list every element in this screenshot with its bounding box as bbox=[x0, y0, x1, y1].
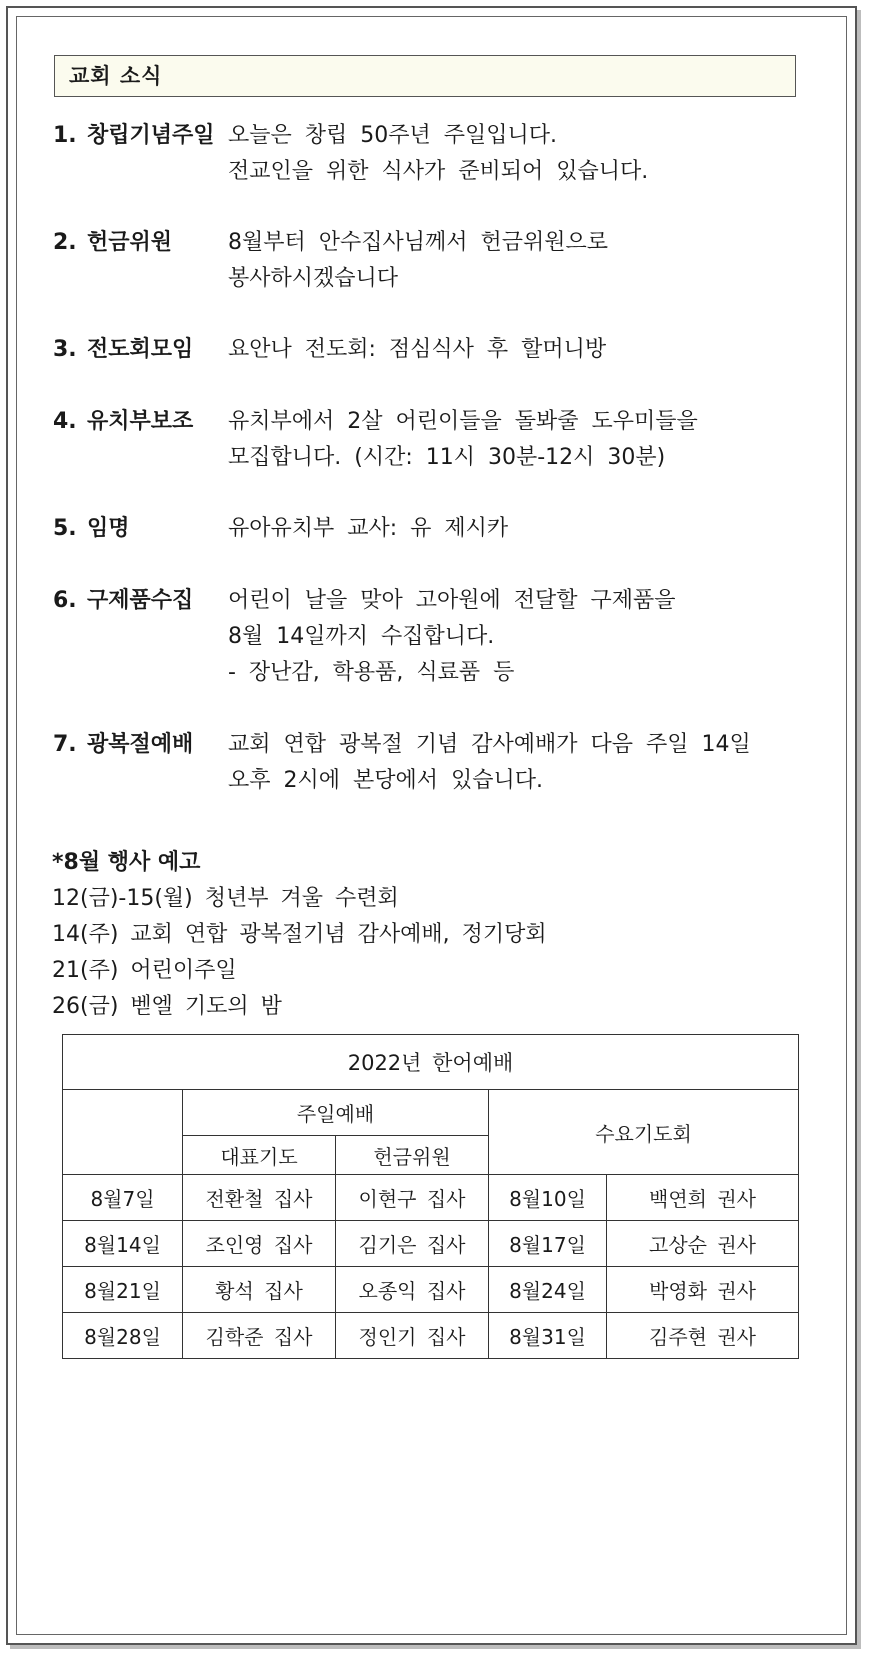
item-number: 2. bbox=[53, 230, 77, 255]
table-row bbox=[63, 1313, 799, 1359]
prayer-cell: 황석 집사 bbox=[183, 1267, 336, 1313]
events-title: *8월 행사 예고 bbox=[52, 850, 201, 875]
table-row bbox=[63, 1221, 799, 1267]
item-body bbox=[228, 225, 818, 297]
item-line: 요안나 전도회: 점심식사 후 할머니방 bbox=[228, 337, 607, 362]
prayer-header: 대표기도 bbox=[183, 1136, 336, 1175]
item-body bbox=[228, 511, 818, 547]
offering-cell: 김기은 집사 bbox=[336, 1221, 489, 1267]
wednesday-name-cell: 박영화 권사 bbox=[607, 1267, 799, 1313]
item-line: 유치부에서 2살 어린이들을 돌봐줄 도우미들을 bbox=[228, 409, 698, 434]
item-line: - 장난감, 학용품, 식료품 등 bbox=[228, 660, 515, 685]
item-line: 교회 연합 광복절 기념 감사예배가 다음 주일 14일 bbox=[228, 732, 751, 757]
item-body bbox=[228, 404, 818, 476]
worship-schedule-table bbox=[62, 1034, 799, 1359]
item-line: 8월 14일까지 수집합니다. bbox=[228, 624, 495, 649]
item-title: 임명 bbox=[87, 516, 130, 541]
wednesday-date-cell: 8월17일 bbox=[489, 1221, 607, 1267]
event-line: 21(주) 어린이주일 bbox=[52, 958, 237, 983]
sunday-date-cell: 8월21일 bbox=[63, 1267, 183, 1313]
item-title: 구제품수집 bbox=[87, 588, 194, 613]
item-number: 1. bbox=[53, 123, 77, 148]
item-line: 전교인을 위한 식사가 준비되어 있습니다. bbox=[228, 159, 649, 184]
item-title: 유치부보조 bbox=[87, 409, 194, 434]
wednesday-date-cell: 8월10일 bbox=[489, 1175, 607, 1221]
sunday-date-cell: 8월14일 bbox=[63, 1221, 183, 1267]
item-number: 3. bbox=[53, 337, 77, 362]
item-number: 4. bbox=[53, 409, 77, 434]
item-line: 8월부터 안수집사님께서 헌금위원으로 bbox=[228, 230, 609, 255]
event-line: 12(금)-15(월) 청년부 겨울 수련회 bbox=[52, 886, 399, 911]
wednesday-name-cell: 김주현 권사 bbox=[607, 1313, 799, 1359]
table-title-row bbox=[63, 1035, 799, 1090]
item-title: 헌금위원 bbox=[87, 230, 173, 255]
item-body bbox=[228, 727, 818, 799]
sunday-date-cell: 8월7일 bbox=[63, 1175, 183, 1221]
wednesday-date-cell: 8월31일 bbox=[489, 1313, 607, 1359]
prayer-cell: 전환철 집사 bbox=[183, 1175, 336, 1221]
item-line: 봉사하시겠습니다 bbox=[228, 266, 399, 291]
bulletin-page bbox=[6, 6, 857, 1645]
item-title: 광복절예배 bbox=[87, 732, 194, 757]
sunday-date-cell: 8월28일 bbox=[63, 1313, 183, 1359]
item-line: 오후 2시에 본당에서 있습니다. bbox=[228, 768, 543, 793]
item-line: 오늘은 창립 50주년 주일입니다. bbox=[228, 123, 557, 148]
item-number: 5. bbox=[53, 516, 77, 541]
august-events bbox=[52, 844, 547, 1025]
table-title: 2022년 한어예배 bbox=[63, 1035, 799, 1090]
offering-cell: 정인기 집사 bbox=[336, 1313, 489, 1359]
event-line: 26(금) 벧엘 기도의 밤 bbox=[52, 994, 282, 1019]
item-body bbox=[228, 118, 818, 190]
offering-cell: 이현구 집사 bbox=[336, 1175, 489, 1221]
item-line: 유아유치부 교사: 유 제시카 bbox=[228, 516, 509, 541]
item-body bbox=[228, 583, 818, 691]
prayer-cell: 조인영 집사 bbox=[183, 1221, 336, 1267]
wednesday-name-cell: 백연희 권사 bbox=[607, 1175, 799, 1221]
item-body bbox=[228, 332, 818, 368]
table-header-row bbox=[63, 1090, 799, 1136]
table-row bbox=[63, 1175, 799, 1221]
offering-header: 헌금위원 bbox=[336, 1136, 489, 1175]
item-title: 창립기념주일 bbox=[87, 123, 215, 148]
wednesday-prayer-header: 수요기도회 bbox=[489, 1090, 799, 1175]
event-line: 14(주) 교회 연합 광복절기념 감사예배, 정기당회 bbox=[52, 922, 547, 947]
item-title: 전도회모임 bbox=[87, 337, 194, 362]
item-line: 어린이 날을 맞아 고아원에 전달할 구제품을 bbox=[228, 588, 676, 613]
wednesday-name-cell: 고상순 권사 bbox=[607, 1221, 799, 1267]
table-row bbox=[63, 1267, 799, 1313]
wednesday-date-cell: 8월24일 bbox=[489, 1267, 607, 1313]
prayer-cell: 김학준 집사 bbox=[183, 1313, 336, 1359]
item-number: 7. bbox=[53, 732, 77, 757]
sunday-service-header: 주일예배 bbox=[183, 1090, 489, 1136]
section-header bbox=[54, 55, 796, 97]
offering-cell: 오종익 집사 bbox=[336, 1267, 489, 1313]
section-title: 교회 소식 bbox=[69, 64, 163, 88]
empty-header-cell bbox=[63, 1090, 183, 1175]
item-line: 모집합니다. (시간: 11시 30분-12시 30분) bbox=[228, 445, 666, 470]
item-number: 6. bbox=[53, 588, 77, 613]
